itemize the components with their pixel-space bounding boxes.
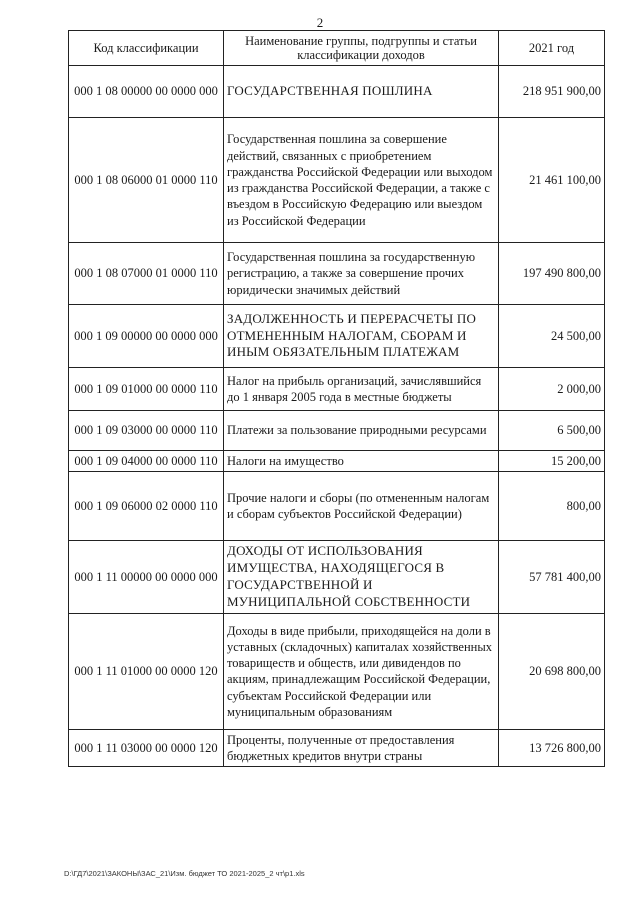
table-row — [69, 118, 605, 243]
row-amount: 24 500,00 — [499, 305, 605, 368]
row-amount: 15 200,00 — [499, 451, 605, 472]
row-name: Государственная пошлина за совершение действий, связанных с приобретением гражданства Российской Федерации или выходом из гражданства Российской Федерации, а также с въездом в Российскую Федерацию или выездом из Российской Федерации — [224, 118, 499, 243]
file-path-footer: D:\ГД7\2021\ЗАКОНЫ\ЗАС_21\Изм. бюджет ТО 2021-2025_2 чт\р1.xls — [64, 869, 305, 878]
row-amount: 13 726 800,00 — [499, 729, 605, 767]
row-code: 000 1 11 00000 00 0000 000 — [69, 541, 224, 614]
row-amount: 57 781 400,00 — [499, 541, 605, 614]
table-row — [69, 411, 605, 451]
table-row — [69, 729, 605, 767]
table-row — [69, 613, 605, 729]
row-amount: 218 951 900,00 — [499, 66, 605, 118]
row-amount: 2 000,00 — [499, 368, 605, 411]
header-code: Код классификации — [69, 31, 224, 66]
row-name: Платежи за пользование природными ресурсами — [224, 411, 499, 451]
row-amount: 20 698 800,00 — [499, 613, 605, 729]
row-name: Проценты, полученные от предоставления бюджетных кредитов внутри страны — [224, 729, 499, 767]
row-name: Государственная пошлина за государственную регистрацию, а также за совершение прочих юридически значимых действий — [224, 243, 499, 305]
table-row — [69, 472, 605, 541]
row-code: 000 1 08 07000 01 0000 110 — [69, 243, 224, 305]
row-code: 000 1 09 03000 00 0000 110 — [69, 411, 224, 451]
row-code: 000 1 09 01000 00 0000 110 — [69, 368, 224, 411]
row-code: 000 1 09 00000 00 0000 000 — [69, 305, 224, 368]
table-row — [69, 541, 605, 614]
table-row — [69, 243, 605, 305]
row-name: Прочие налоги и сборы (по отмененным налогам и сборам субъектов Российской Федерации) — [224, 472, 499, 541]
header-year: 2021 год — [499, 31, 605, 66]
row-amount: 197 490 800,00 — [499, 243, 605, 305]
row-name: ЗАДОЛЖЕННОСТЬ И ПЕРЕРАСЧЕТЫ ПО ОТМЕНЕННЫМ НАЛОГАМ, СБОРАМ И ИНЫМ ОБЯЗАТЕЛЬНЫМ ПЛАТЕЖАМ — [224, 305, 499, 368]
row-name: Налог на прибыль организаций, зачислявшийся до 1 января 2005 года в местные бюджеты — [224, 368, 499, 411]
row-name: ГОСУДАРСТВЕННАЯ ПОШЛИНА — [224, 66, 499, 118]
row-amount: 800,00 — [499, 472, 605, 541]
row-code: 000 1 09 06000 02 0000 110 — [69, 472, 224, 541]
table-row — [69, 368, 605, 411]
table-row — [69, 305, 605, 368]
row-code: 000 1 08 00000 00 0000 000 — [69, 66, 224, 118]
table-row — [69, 66, 605, 118]
row-code: 000 1 08 06000 01 0000 110 — [69, 118, 224, 243]
header-name: Наименование группы, подгруппы и статьи классификации доходов — [224, 31, 499, 66]
table-header-row — [69, 31, 605, 66]
table-row — [69, 451, 605, 472]
row-amount: 21 461 100,00 — [499, 118, 605, 243]
row-name: Налоги на имущество — [224, 451, 499, 472]
row-name: Доходы в виде прибыли, приходящейся на доли в уставных (складочных) капиталах хозяйственных товариществ и обществ, или дивидендов по акциям, принадлежащим Российской Федерации, субъектам Российской Федерации или муниципальным образованиям — [224, 613, 499, 729]
page-number: 2 — [316, 15, 324, 30]
row-code: 000 1 09 04000 00 0000 110 — [69, 451, 224, 472]
row-code: 000 1 11 03000 00 0000 120 — [69, 729, 224, 767]
row-amount: 6 500,00 — [499, 411, 605, 451]
row-code: 000 1 11 01000 00 0000 120 — [69, 613, 224, 729]
revenue-classification-table — [68, 30, 605, 767]
row-name: ДОХОДЫ ОТ ИСПОЛЬЗОВАНИЯ ИМУЩЕСТВА, НАХОДЯЩЕГОСЯ В ГОСУДАРСТВЕННОЙ И МУНИЦИПАЛЬНОЙ СОБСТВЕННОСТИ — [224, 541, 499, 614]
